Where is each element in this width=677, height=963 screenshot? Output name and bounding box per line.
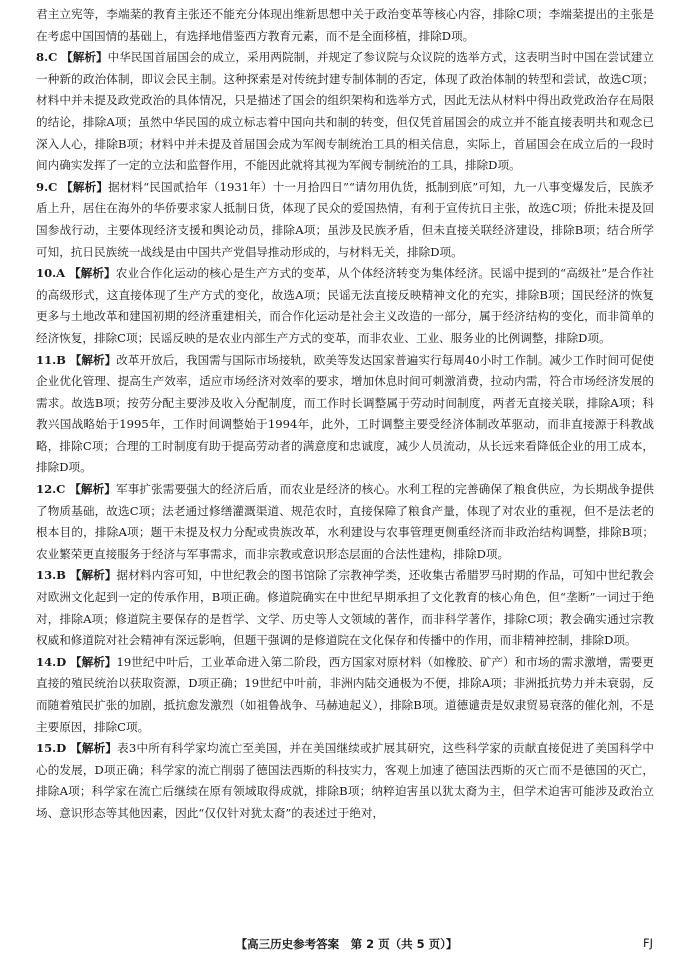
analysis-tag: 【解析】 bbox=[69, 654, 117, 669]
continuation-paragraph: 君主立宪等，李端棻的教育主张还不能充分体现出维新思想中关于政治变革等核心内容，排除C项；李端棻提出的主张是在考虑中国国情的基础上，有选择地借鉴西方教育元素，而不是全面移植，排除D项。 bbox=[36, 7, 654, 43]
analysis-tag: 【解析】 bbox=[70, 741, 118, 756]
item-text: 表3中所有科学家均流亡至美国，并在美国继续或扩展其研究，这些科学家的贡献直接促进了美国科学中心的发展，D项正确；科学家的流亡削弱了德国法西斯的科技实力，客观上加速了德国法西斯的灭亡而不是德国的灭亡，排除A项；科学家在流亡后继续在原有领域取得成就，排除B项；纳粹迫害虽以犹太裔为主，但学术迫害可能涉及政治立场、意识形态等其他因素，因此“仅仅针对犹太裔”的表述过于绝对， bbox=[36, 741, 654, 820]
answer-item-8 bbox=[36, 47, 654, 177]
item-text: 中华民国首届国会的成立，采用两院制，并规定了参议院与众议院的选举方式，这表明当时中国在尝试建立一种新的政治体制，即议会民主制。这种探索是对传统封建专制体制的否定，体现了政治体制的转型和尝试，故选C项；材料中并未提及政党政治的具体情况，只是描述了国会的组织架构和选举方式，因此无法从材料中得出政党政治存在局限的结论，排除A项；虽然中华民国的成立标志着中国向共和制的转变，但仅凭首届国会的成立并不能直接表明共和观念已深入人心，排除B项；材料中并未提及首届国会成为军阀专制统治工具的相关信息，实际上，首届国会在成立后的一段时间内确实发挥了一定的立法和监督作用，不能因此就将其视为军阀专制统治的工具，排除D项。 bbox=[36, 50, 654, 173]
item-answer: D bbox=[56, 654, 67, 669]
analysis-tag: 【解析】 bbox=[61, 179, 109, 194]
item-answer: B bbox=[56, 352, 66, 367]
analysis-tag: 【解析】 bbox=[68, 266, 116, 281]
answer-item-10 bbox=[36, 263, 654, 349]
item-number: 14. bbox=[36, 654, 57, 669]
analysis-tag: 【解析】 bbox=[69, 352, 117, 367]
item-answer: B bbox=[56, 568, 66, 583]
analysis-tag: 【解析】 bbox=[69, 482, 116, 497]
item-number: 13. bbox=[36, 568, 57, 583]
answer-item-14 bbox=[36, 652, 654, 738]
item-answer: C bbox=[48, 179, 58, 194]
analysis-tag: 【解析】 bbox=[61, 50, 108, 65]
answer-page bbox=[36, 4, 654, 825]
item-number: 15. bbox=[36, 741, 57, 756]
answer-item-15 bbox=[36, 738, 654, 824]
item-text: 据材料内容可知，中世纪教会的图书馆除了宗教神学类，还收集古希腊罗马时期的作品，可知中世纪教会对欧洲文化起到一定的传承作用，B项正确。修道院确实在中世纪早期承担了文化教育的核心角色，但“垄断”一词过于绝对，排除A项；修道院主要保存的是哲学、文学、历史等人文领域的著作，而非科学著作，排除C项；教会确实通过宗教权威和修道院对社会精神有深远影响，但题干强调的是修道院在文化保存和传播中的作用，而非精神控制，排除D项。 bbox=[36, 568, 654, 648]
footer-region-code: FJ bbox=[642, 936, 653, 950]
item-number: 8. bbox=[36, 50, 49, 65]
item-number: 9. bbox=[36, 179, 49, 194]
item-text: 据材料“民国贰拾年（1931年）十一月拾四日”“请勿用仇货，抵制到底”可知，九一八事变爆发后，民族矛盾上升，居住在海外的华侨要求家人抵制日货，体现了民众的爱国热情，有利于宣传抗日主张，故选C项；侨批未提及回国参战行动，主要体现经济支援和舆论动员，排除A项；虽涉及民族矛盾，但未直接关联经济建设，排除B项；结合所学可知，抗日民族统一战线是由中国共产党倡导推动形成的，与材料无关，排除D项。 bbox=[36, 179, 654, 259]
item-text: 军事扩张需要强大的经济后盾，而农业是经济的核心。水利工程的完善确保了粮食供应，为长期战争提供了物质基础，故选C项；法老通过修缮灌溉渠道、规范农时，直接保障了粮食产量，体现了对农业的重视，但不是法老的根本目的，排除A项；题干未提及权力分配或贵族改革，水利建设与农事管理更侧重经济而非政治结构调整，排除B项；农业繁荣更直接服务于经济与军事需求，而非宗教或意识形态层面的合法性建构，排除D项。 bbox=[36, 482, 654, 561]
page-footer bbox=[36, 936, 657, 956]
answer-item-12 bbox=[36, 479, 654, 565]
item-text: 农业合作化运动的核心是生产方式的变革，从个体经济转变为集体经济。民谣中提到的“高级社”是合作社的高级形式，这直接体现了生产方式的变化，故选A项；民谣无法直接反映精神文化的充实，排除B项；国民经济的恢复更多与土地改革和建国初期的经济重建相关，而合作化运动是社会主义改造的一部分，属于经济结构的变化，而非简单的经济恢复，排除C项；民谣反映的是农业内部生产方式的变革，而非农业、工业、服务业的比例调整，排除D项。 bbox=[36, 266, 654, 345]
item-text: 改革开放后，我国需与国际市场接轨，欧美等发达国家普遍实行每周40小时工作制。减少工作时间可促使企业优化管理、提高生产效率，适应市场经济对效率的要求，增加休息时间可刺激消费，拉动内需，符合市场经济发展的需求。故选B项；按劳分配主要涉及收入分配制度，而工作时长调整属于劳动时间制度，两者无直接关联，排除A项；科教兴国战略始于1995年，工作时间调整始于1994年，此外，工时调整主要受经济体制改革驱动，而非直接源于科教战略，排除C项；合理的工时制度有助于提高劳动者的满意度和忠诚度，减少人员流动，从长远来看降低企业的用工成本，排除D项。 bbox=[36, 352, 654, 475]
item-answer: D bbox=[56, 741, 67, 756]
item-answer: C bbox=[48, 50, 58, 65]
item-answer: A bbox=[56, 266, 66, 281]
analysis-tag: 【解析】 bbox=[69, 568, 117, 583]
answer-item-11 bbox=[36, 350, 654, 480]
answer-item-9 bbox=[36, 177, 654, 263]
item-number: 12. bbox=[36, 482, 57, 497]
item-number: 11. bbox=[36, 352, 57, 367]
item-number: 10. bbox=[36, 266, 57, 281]
item-answer: C bbox=[56, 482, 66, 497]
item-text: 19世纪中叶后，工业革命进入第二阶段，西方国家对原材料（如橡胶、矿产）和市场的需求激增，需要更直接的殖民统治以获取资源，D项正确；19世纪中叶前，非洲内陆交通极为不便，排除A项；非洲抵抗势力并未衰弱，反而随着殖民扩张的加剧，抵抗愈发激烈（如祖鲁战争、马赫迪起义），排除B项。道德谴责是奴隶贸易衰落的催化剂，不是主要原因，排除C项。 bbox=[36, 654, 654, 734]
footer-page-info: 【高三历史参考答案 第 2 页（共 5 页）】 bbox=[235, 937, 458, 951]
answer-item-13 bbox=[36, 565, 654, 651]
